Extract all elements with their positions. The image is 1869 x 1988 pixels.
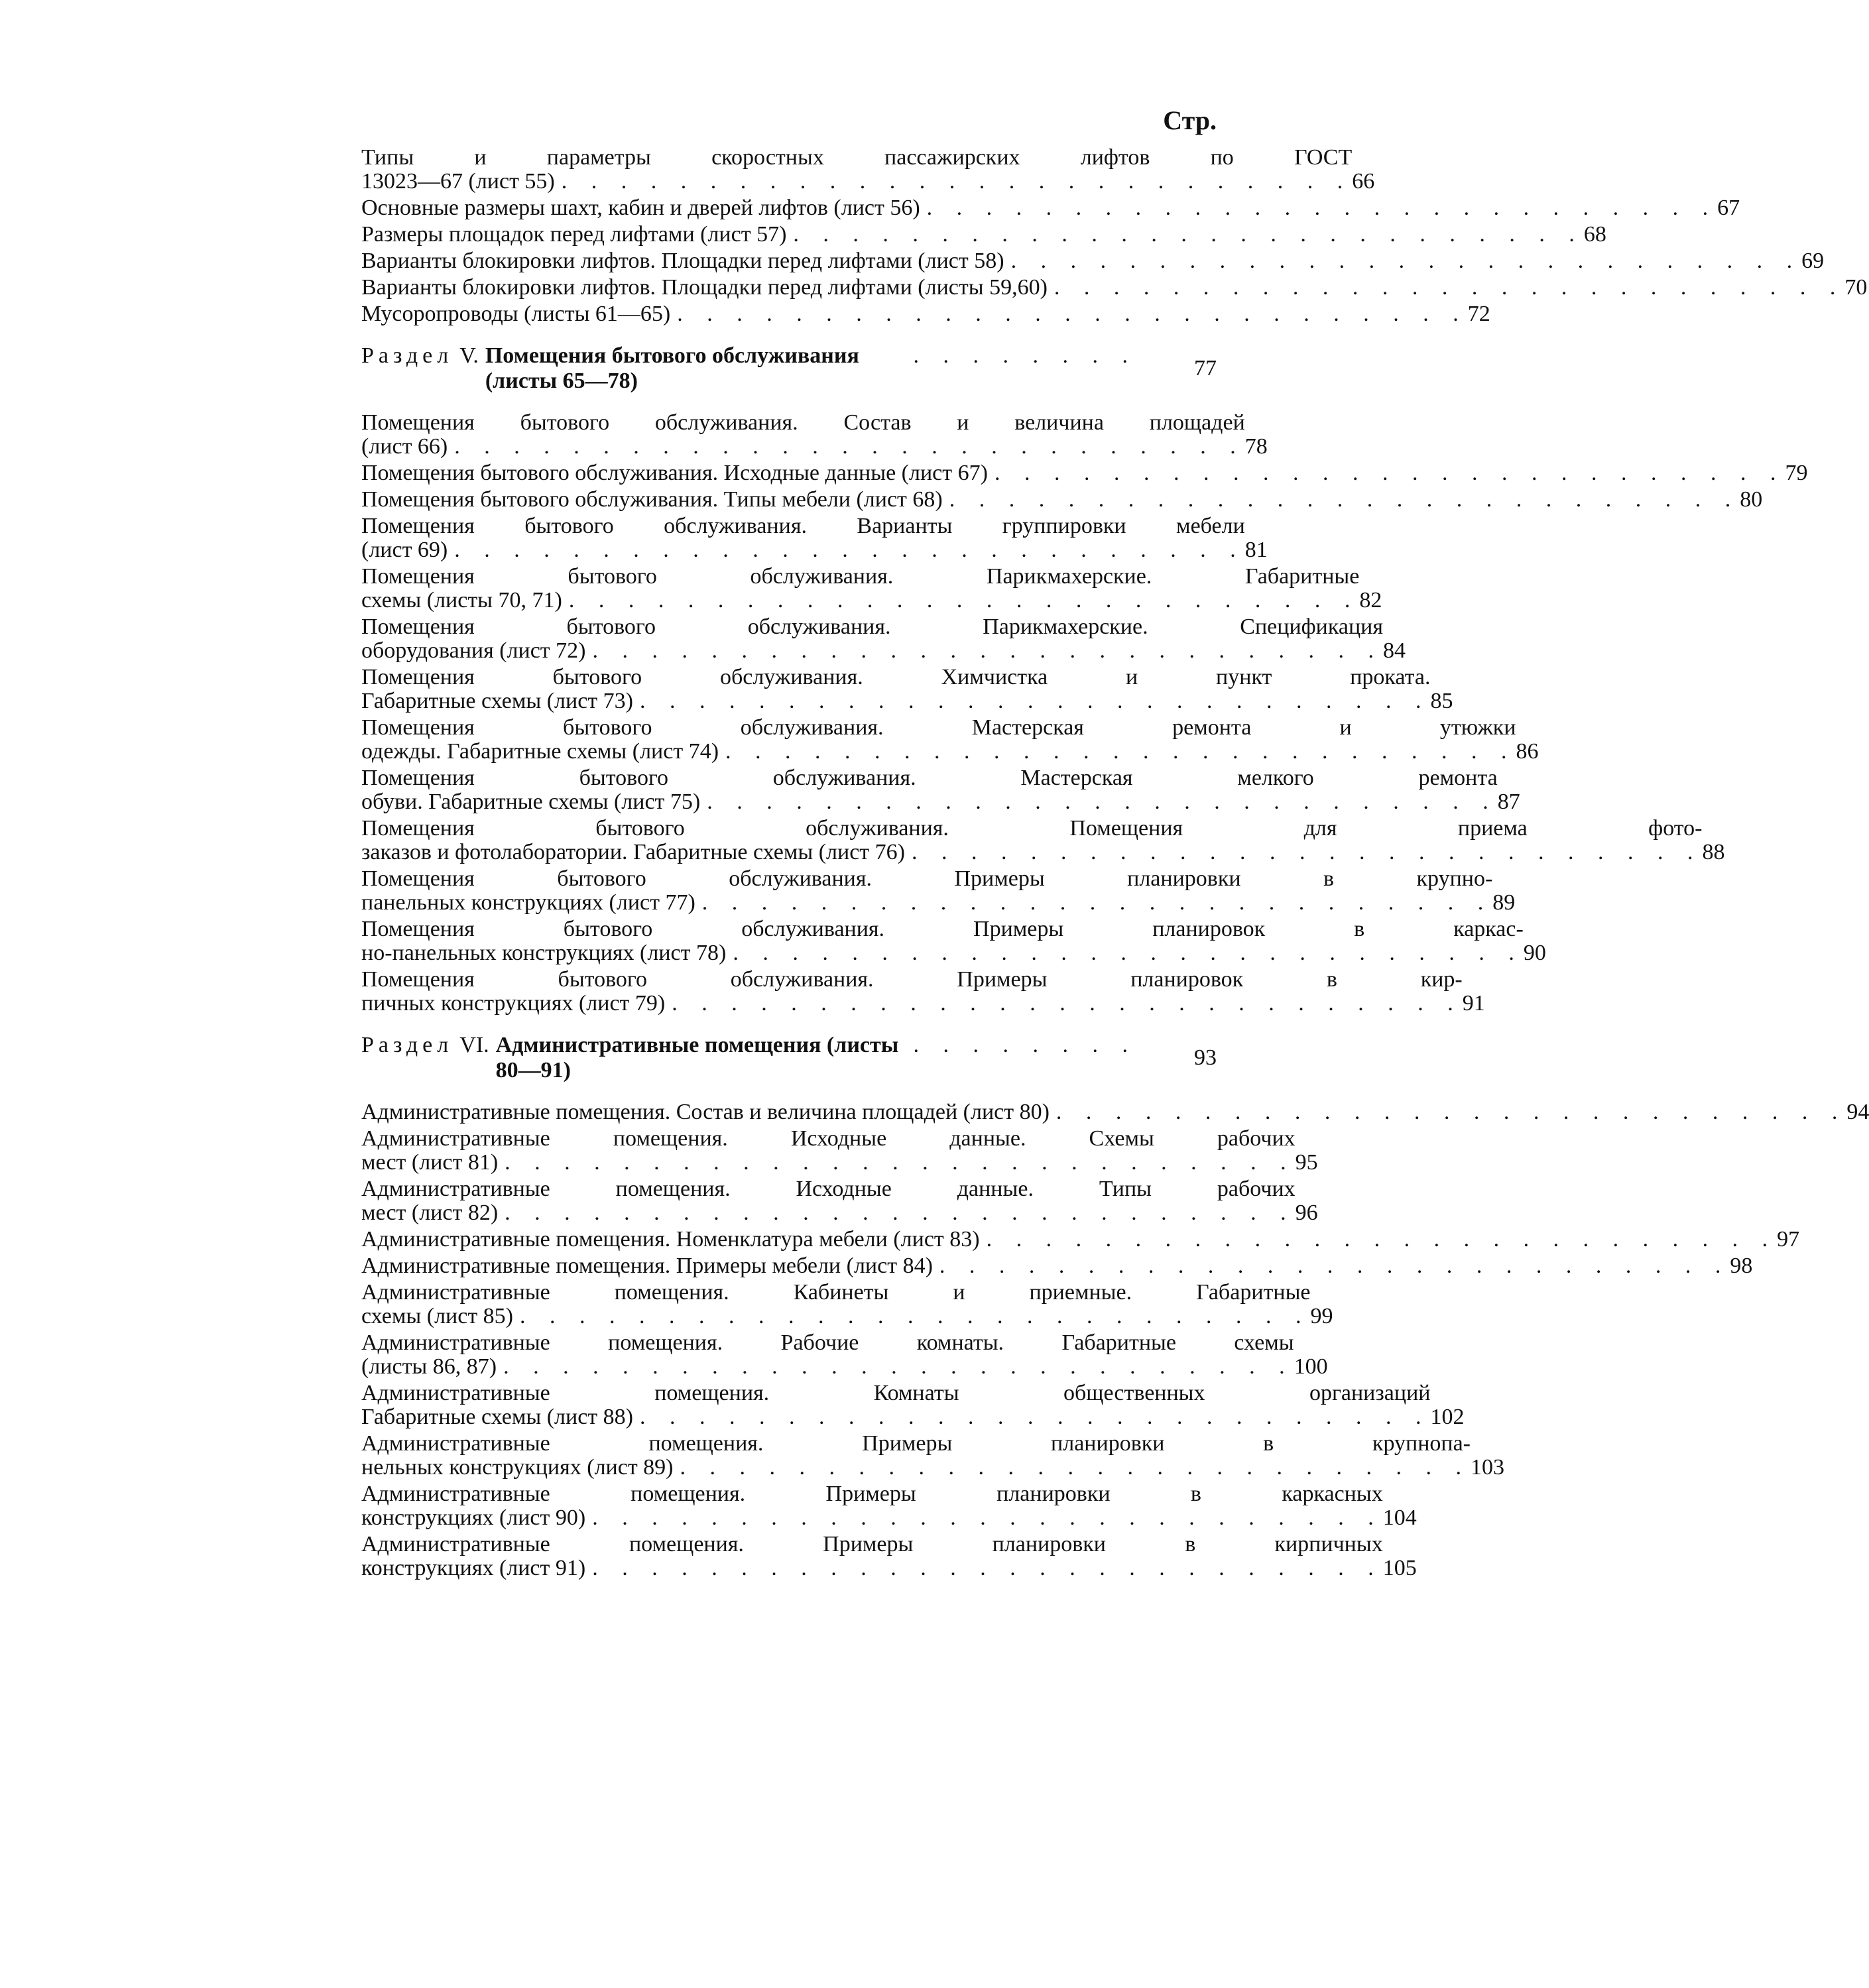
- toc-entry-text: [361, 968, 1463, 1016]
- toc-entry-line-text: (листы 86, 87): [361, 1354, 497, 1379]
- toc-entry[interactable]: [361, 1177, 1318, 1225]
- toc-page-number: 70: [1844, 275, 1868, 300]
- leader-dots: . . . . . . . . . . . . . . . . . . . . . . . . . . .: [592, 1556, 1383, 1580]
- toc-entry-text: [361, 716, 1516, 764]
- toc-entry-line-text: Варианты блокировки лифтов. Площадки перед лифтами (лист 58): [361, 249, 1004, 273]
- toc-entry[interactable]: [361, 564, 1382, 613]
- toc-entry-line: [361, 1100, 1846, 1124]
- section-page-number: 77: [1194, 356, 1217, 380]
- toc-entry-line: [361, 1305, 1311, 1328]
- toc-entry-line: Административные помещения. Исходные данные. Типы рабочих: [361, 1177, 1296, 1201]
- section-title: Административные помещения (листы 80—91): [495, 1033, 899, 1082]
- toc-entry-line: [361, 276, 1844, 300]
- leader-dots: . . . . . . . .: [913, 1033, 1137, 1057]
- section-heading-v[interactable]: [361, 343, 1217, 394]
- toc-page-number: 96: [1295, 1200, 1318, 1225]
- leader-dots: . . . . . . . . . . . . . . . . . . . . . . . . . . .: [926, 196, 1718, 220]
- toc-entry-text: [361, 1331, 1294, 1379]
- leader-dots: . . . . . . . . . . . . . . . . . . . . . . . . . . .: [701, 890, 1493, 915]
- toc-entry-line: [361, 1556, 1383, 1580]
- toc-entry[interactable]: [361, 665, 1453, 713]
- toc-entry-line: Административные помещения. Примеры планировки в кирпичных: [361, 1532, 1383, 1556]
- toc-entry-line: Административные помещения. Исходные данные. Схемы рабочих: [361, 1126, 1296, 1151]
- toc-page-number: 72: [1467, 302, 1490, 326]
- toc-entry-text: [361, 917, 1524, 965]
- toc-entry-line: [361, 589, 1359, 613]
- toc-entry-line: [361, 1201, 1296, 1225]
- toc-entry[interactable]: [361, 196, 1740, 220]
- toc-entry-line: [361, 941, 1524, 965]
- leader-dots: . . . . . . . . . . . . . . . . . . . . . . . . . . .: [503, 1354, 1294, 1379]
- toc-entry-line-text: Помещения бытового обслуживания. Исходные данные (лист 67): [361, 461, 988, 485]
- leader-dots: . . . . . . . . . . . . . . . . . . . . . . . . . . .: [672, 991, 1463, 1016]
- toc-page-number: 90: [1523, 941, 1546, 965]
- toc-group-administrative: [361, 1100, 1869, 1580]
- toc-entry-text: [361, 867, 1492, 915]
- toc-entry[interactable]: [361, 1254, 1753, 1278]
- toc-entry[interactable]: [361, 461, 1808, 485]
- toc-entry-line-text: Мусоропроводы (листы 61—65): [361, 302, 671, 326]
- toc-entry-line: Помещения бытового обслуживания. Парикмахерские. Габаритные: [361, 564, 1360, 589]
- leader-dots: . . . . . . . . . . . . . . . . . . . . . . . . . . .: [707, 789, 1498, 814]
- toc-entry-line: Типы и параметры скоростных пассажирских лифтов по ГОСТ: [361, 145, 1353, 170]
- toc-entry[interactable]: [361, 816, 1725, 864]
- toc-page-number: 87: [1497, 789, 1520, 814]
- toc-entry-line-text: панельных конструкциях (лист 77): [361, 890, 695, 915]
- toc-entry-line-text: мест (лист 82): [361, 1200, 499, 1225]
- toc-entry[interactable]: [361, 614, 1406, 663]
- leader-dots: . . . . . . . . . . . . . . . . . . . . . . . . . . .: [592, 638, 1383, 663]
- toc-entry-line: Административные помещения. Комнаты общественных организаций: [361, 1381, 1431, 1405]
- toc-page-number: 67: [1717, 196, 1740, 220]
- toc-page-number: 68: [1583, 222, 1606, 247]
- toc-entry-text: [361, 1482, 1383, 1530]
- toc-entry-text: [361, 249, 1801, 273]
- toc-entry-text: [361, 817, 1702, 864]
- toc-entry-line-text: пичных конструкциях (лист 79): [361, 991, 666, 1016]
- toc-entry-line: Помещения бытового обслуживания. Помещения для приема фото-: [361, 816, 1703, 841]
- toc-page-number: 94: [1846, 1100, 1869, 1124]
- toc-entry-line: [361, 740, 1516, 764]
- toc-page-number: 79: [1785, 461, 1808, 485]
- toc-entry-line: [361, 1228, 1777, 1252]
- toc-entry-line: Административные помещения. Примеры планировки в крупнопа-: [361, 1431, 1471, 1456]
- toc-entry[interactable]: [361, 967, 1485, 1016]
- toc-entry-text: [361, 1381, 1430, 1429]
- toc-entry-line: Помещения бытового обслуживания. Примеры планировки в крупно-: [361, 866, 1493, 891]
- toc-entry-line: Административные помещения. Рабочие комнаты. Габаритные схемы: [361, 1330, 1294, 1355]
- leader-dots: . . . . . . . . . . . . . . . . . . . . . . . . . . .: [677, 302, 1468, 326]
- toc-entry-line: [361, 992, 1463, 1016]
- toc-entry[interactable]: [361, 487, 1763, 512]
- toc-entry[interactable]: [361, 1431, 1505, 1480]
- leader-dots: . . . . . . . . . . . . . . . . . . . . . . . . . . .: [454, 434, 1245, 459]
- toc-entry-line-text: Варианты блокировки лифтов. Площадки перед лифтами (листы 59,60): [361, 275, 1048, 300]
- toc-entry-line-text: заказов и фотолаборатории. Габаритные схемы (лист 76): [361, 840, 905, 864]
- toc-page-number: 85: [1430, 689, 1453, 713]
- toc-page-number: 99: [1310, 1304, 1333, 1328]
- toc-entry-line-text: но-панельных конструкциях (лист 78): [361, 941, 727, 965]
- toc-entry-text: [361, 1281, 1311, 1328]
- leader-dots: . . . . . . . .: [913, 343, 1137, 368]
- leader-dots: . . . . . . . . . . . . . . . . . . . . . . . . . . .: [793, 222, 1584, 247]
- toc-entry-line: [361, 196, 1717, 220]
- toc-entry-text: [361, 1228, 1777, 1252]
- toc-entry-text: [361, 666, 1430, 713]
- toc-entry[interactable]: [361, 1126, 1318, 1175]
- toc-entry-line: Помещения бытового обслуживания. Состав и величина площадей: [361, 410, 1245, 435]
- toc-entry-text: [361, 766, 1498, 814]
- leader-dots: . . . . . . . . . . . . . . . . . . . . . . . . . . .: [568, 588, 1360, 613]
- section-heading-vi[interactable]: [361, 1033, 1217, 1083]
- toc-entry-line-text: обуви. Габаритные схемы (лист 75): [361, 789, 701, 814]
- toc-page-number: 82: [1359, 588, 1382, 613]
- toc-entry-line-text: Административные помещения. Состав и величина площадей (лист 80): [361, 1100, 1050, 1124]
- toc-entry-line-text: (лист 69): [361, 538, 448, 562]
- page-column-label: Стр.: [1163, 105, 1217, 135]
- leader-dots: . . . . . . . . . . . . . . . . . . . . . . . . . . .: [725, 739, 1516, 764]
- toc-entry-text: [361, 146, 1352, 194]
- leader-dots: . . . . . . . . . . . . . . . . . . . . . . . . . . .: [639, 1405, 1431, 1429]
- toc-entry-line: [361, 461, 1785, 485]
- toc-entry-line: Помещения бытового обслуживания. Варианты группировки мебели: [361, 514, 1245, 538]
- toc-entry[interactable]: [361, 302, 1490, 326]
- leader-dots: . . . . . . . . . . . . . . . . . . . . . . . . . . .: [680, 1455, 1471, 1480]
- toc-entry-line: [361, 1151, 1296, 1175]
- toc-entry-line-text: (лист 66): [361, 434, 448, 459]
- toc-entry-line: Помещения бытового обслуживания. Химчистка и пункт проката.: [361, 665, 1431, 689]
- toc-entry-line: [361, 1254, 1730, 1278]
- toc-entry[interactable]: [361, 1100, 1869, 1124]
- toc-entry[interactable]: [361, 766, 1520, 814]
- toc-entry-line-text: конструкциях (лист 91): [361, 1556, 586, 1580]
- toc-entry[interactable]: [361, 1532, 1417, 1580]
- toc-entry-text: [361, 1254, 1730, 1278]
- toc-entry-line: Помещения бытового обслуживания. Примеры планировок в каркас-: [361, 917, 1524, 941]
- toc-page-number: 88: [1702, 840, 1725, 864]
- toc-entry[interactable]: [361, 1227, 1800, 1252]
- toc-entry[interactable]: [361, 145, 1375, 194]
- leader-dots: . . . . . . . . . . . . . . . . . . . . . . . . . . .: [994, 461, 1785, 485]
- toc-entry[interactable]: [361, 1381, 1465, 1429]
- toc-entry-text: [361, 514, 1245, 562]
- toc-entry-line: Помещения бытового обслуживания. Парикмахерские. Спецификация: [361, 614, 1383, 639]
- toc-entry-line-text: нельных конструкциях (лист 89): [361, 1455, 674, 1480]
- toc-entry-line-text: схемы (листы 70, 71): [361, 588, 562, 613]
- toc-entry-line: [361, 488, 1740, 512]
- toc-entry[interactable]: [361, 222, 1606, 247]
- leader-dots: . . . . . . . . . . . . . . . . . . . . . . . . . . .: [949, 487, 1740, 512]
- toc-entry[interactable]: [361, 715, 1539, 764]
- toc-entry-text: [361, 1177, 1296, 1225]
- toc-entry-line-text: Габаритные схемы (лист 73): [361, 689, 633, 713]
- toc-entry-line: Помещения бытового обслуживания. Мастерская ремонта и утюжки: [361, 715, 1516, 740]
- section-word: Раздел: [361, 343, 453, 368]
- section-numeral: VI.: [459, 1033, 489, 1057]
- leader-dots: . . . . . . . . . . . . . . . . . . . . . . . . . . .: [939, 1254, 1730, 1278]
- leader-dots: . . . . . . . . . . . . . . . . . . . . . . . . . . .: [505, 1200, 1296, 1225]
- leader-dots: . . . . . . . . . . . . . . . . . . . . . . . . . . .: [639, 689, 1431, 713]
- toc-entry-line-text: схемы (лист 85): [361, 1304, 514, 1328]
- toc-entry-line: [361, 689, 1430, 713]
- toc-entry-line: [361, 639, 1383, 663]
- leader-dots: . . . . . . . . . . . . . . . . . . . . . . . . . . .: [986, 1227, 1778, 1252]
- toc-page-number: 78: [1244, 434, 1268, 459]
- toc-page-number: 102: [1430, 1405, 1465, 1429]
- toc-page-number: 104: [1382, 1505, 1417, 1530]
- toc-page: [361, 99, 1869, 1583]
- toc-page-number: 69: [1801, 249, 1825, 273]
- toc-entry[interactable]: [361, 866, 1516, 915]
- toc-group-services: [361, 410, 1808, 1016]
- toc-entry-line-text: оборудования (лист 72): [361, 638, 586, 663]
- toc-entry-line: [361, 1405, 1430, 1429]
- toc-entry-text: [361, 1127, 1296, 1175]
- toc-entry-line: Административные помещения. Примеры планировки в каркасных: [361, 1482, 1383, 1506]
- leader-dots: . . . . . . . . . . . . . . . . . . . . . . . . . . .: [520, 1304, 1311, 1328]
- toc-entry-line: [361, 302, 1468, 326]
- leader-dots: . . . . . . . . . . . . . . . . . . . . . . . . . . .: [911, 840, 1703, 864]
- toc-entry-line: [361, 790, 1498, 814]
- toc-page-number: 89: [1492, 890, 1516, 915]
- toc-page-number: 81: [1244, 538, 1268, 562]
- toc-entry-line-text: Административные помещения. Номенклатура мебели (лист 83): [361, 1227, 980, 1252]
- toc-entry-text: [361, 411, 1245, 459]
- section-page-number: 93: [1194, 1045, 1217, 1070]
- toc-page-number: 100: [1294, 1354, 1328, 1379]
- toc-page-number: 86: [1516, 739, 1539, 764]
- leader-dots: . . . . . . . . . . . . . . . . . . . . . . . . . . .: [561, 169, 1353, 194]
- toc-entry-text: [361, 488, 1740, 512]
- toc-entry-line: [361, 170, 1352, 194]
- leader-dots: . . . . . . . . . . . . . . . . . . . . . . . . . . .: [505, 1150, 1296, 1175]
- toc-page-number: 103: [1471, 1455, 1505, 1480]
- toc-entry-text: [361, 1533, 1383, 1580]
- toc-page-number: 98: [1730, 1254, 1753, 1278]
- section-word: Раздел: [361, 1033, 453, 1057]
- leader-dots: . . . . . . . . . . . . . . . . . . . . . . . . . . .: [733, 941, 1524, 965]
- toc-entry-line: Административные помещения. Кабинеты и приемные. Габаритные: [361, 1280, 1311, 1305]
- toc-entry-text: [361, 1100, 1846, 1124]
- toc-group-lifts: [361, 145, 1868, 326]
- toc-entry-line: [361, 1355, 1294, 1379]
- toc-page-number: 66: [1352, 169, 1375, 194]
- toc-page-number: 95: [1295, 1150, 1318, 1175]
- toc-entry-line: [361, 891, 1492, 915]
- toc-entry-text: [361, 615, 1383, 663]
- toc-page-number: 91: [1462, 991, 1485, 1016]
- leader-dots: . . . . . . . . . . . . . . . . . . . . . . . . . . .: [1054, 275, 1845, 300]
- toc-entry-line-text: Административные помещения. Примеры мебели (лист 84): [361, 1254, 933, 1278]
- toc-entry[interactable]: [361, 1482, 1417, 1530]
- toc-entry-line: [361, 841, 1702, 864]
- leader-dots: . . . . . . . . . . . . . . . . . . . . . . . . . . .: [454, 538, 1245, 562]
- toc-page-number: 97: [1777, 1227, 1800, 1252]
- toc-entry-line: [361, 223, 1584, 247]
- toc-entry-line-text: Размеры площадок перед лифтами (лист 57): [361, 222, 787, 247]
- toc-entry-line-text: мест (лист 81): [361, 1150, 499, 1175]
- toc-entry-text: [361, 276, 1844, 300]
- toc-entry-text: [361, 302, 1468, 326]
- leader-dots: . . . . . . . . . . . . . . . . . . . . . . . . . . .: [1055, 1100, 1847, 1124]
- toc-page-number: 105: [1382, 1556, 1417, 1580]
- toc-entry-line: [361, 538, 1245, 562]
- toc-entry-text: [361, 565, 1359, 613]
- toc-entry-line-text: 13023—67 (лист 55): [361, 169, 555, 194]
- toc-entry[interactable]: [361, 1280, 1333, 1328]
- toc-entry-line-text: Помещения бытового обслуживания. Типы мебели (лист 68): [361, 487, 943, 512]
- toc-entry[interactable]: [361, 917, 1546, 965]
- section-numeral: V.: [459, 343, 479, 368]
- toc-entry-line: [361, 1506, 1383, 1530]
- toc-entry[interactable]: [361, 1330, 1328, 1379]
- toc-entry-line: [361, 435, 1245, 459]
- toc-entry[interactable]: [361, 249, 1825, 273]
- leader-dots: . . . . . . . . . . . . . . . . . . . . . . . . . . .: [1010, 249, 1802, 273]
- toc-entry-line-text: Габаритные схемы (лист 88): [361, 1405, 633, 1429]
- toc-entry[interactable]: [361, 514, 1268, 562]
- toc-header: [361, 99, 1217, 146]
- toc-entry-line: [361, 1456, 1471, 1480]
- toc-entry-text: [361, 1432, 1471, 1480]
- toc-entry[interactable]: [361, 275, 1868, 300]
- toc-page-number: 84: [1383, 638, 1406, 663]
- toc-entry-line-text: конструкциях (лист 90): [361, 1505, 586, 1530]
- toc-entry-text: [361, 196, 1717, 220]
- toc-entry-text: [361, 223, 1584, 247]
- toc-entry[interactable]: [361, 410, 1268, 459]
- toc-entry-line-text: Основные размеры шахт, кабин и дверей лифтов (лист 56): [361, 196, 920, 220]
- leader-dots: . . . . . . . . . . . . . . . . . . . . . . . . . . .: [592, 1505, 1383, 1530]
- toc-entry-line: Помещения бытового обслуживания. Примеры планировок в кир-: [361, 967, 1463, 992]
- toc-entry-line: Помещения бытового обслуживания. Мастерская мелкого ремонта: [361, 766, 1498, 790]
- toc-page-number: 80: [1740, 487, 1763, 512]
- toc-entry-line-text: одежды. Габаритные схемы (лист 74): [361, 739, 719, 764]
- toc-entry-text: [361, 461, 1785, 485]
- toc-entry-line: [361, 249, 1801, 273]
- section-title: Помещения бытового обслуживания (листы 65—78): [485, 343, 859, 393]
